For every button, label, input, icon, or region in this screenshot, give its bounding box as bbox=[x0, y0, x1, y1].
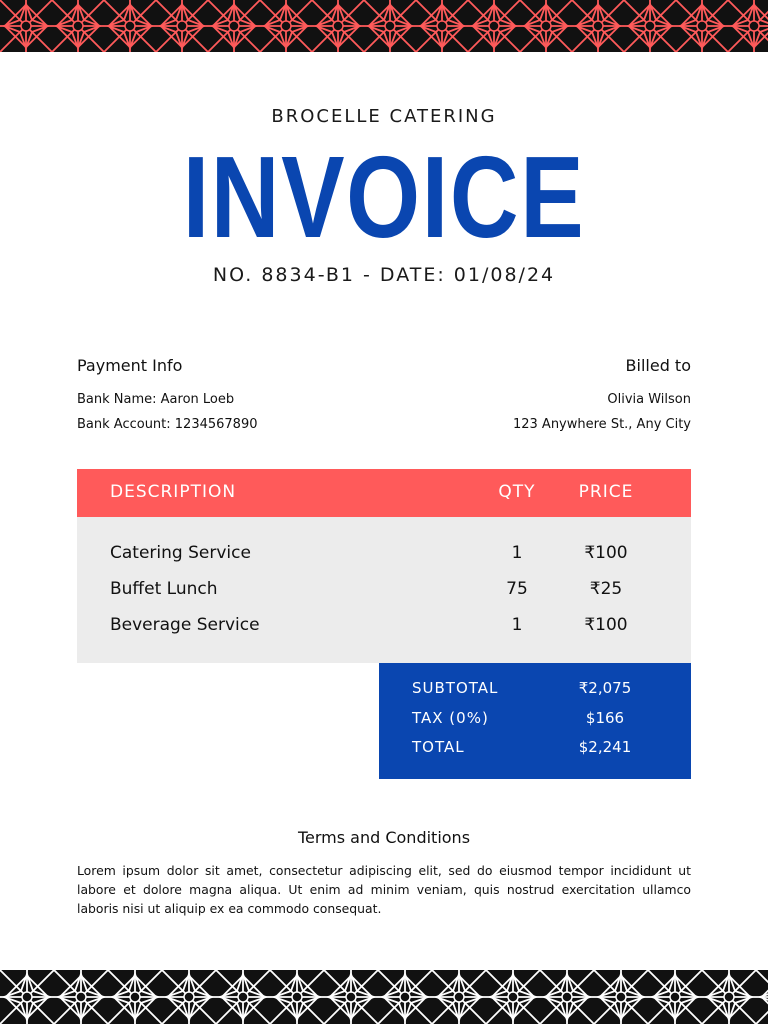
tax-label: TAX (0%) bbox=[412, 709, 489, 727]
header-qty: QTY bbox=[498, 482, 536, 502]
tax-row bbox=[379, 704, 691, 734]
totals-box bbox=[379, 663, 691, 779]
geometric-pattern-icon bbox=[0, 970, 768, 1024]
payment-info-heading: Payment Info bbox=[77, 356, 183, 375]
table-row bbox=[77, 571, 691, 607]
subtotal-value: ₹2,075 bbox=[578, 679, 632, 697]
bottom-pattern-band bbox=[0, 970, 768, 1024]
item-price: ₹25 bbox=[589, 579, 623, 599]
total-row bbox=[379, 733, 691, 763]
invoice-title: INVOICE bbox=[182, 132, 586, 262]
item-description: Catering Service bbox=[110, 543, 251, 563]
client-address: 123 Anywhere St., Any City bbox=[512, 417, 691, 432]
table-row bbox=[77, 607, 691, 643]
billed-to-heading: Billed to bbox=[625, 356, 691, 375]
billed-to bbox=[513, 356, 691, 437]
bank-account: Bank Account: 1234567890 bbox=[77, 417, 258, 432]
terms-heading: Terms and Conditions bbox=[297, 828, 471, 847]
table-header bbox=[77, 469, 691, 517]
invoice-number-date: NO. 8834-B1 - DATE: 01/08/24 bbox=[212, 264, 556, 286]
total-value: $2,241 bbox=[578, 738, 632, 756]
subtotal-row bbox=[379, 674, 691, 704]
items-table bbox=[77, 517, 691, 663]
tax-value: $166 bbox=[585, 709, 625, 727]
item-qty: 1 bbox=[511, 543, 523, 563]
geometric-pattern-icon bbox=[0, 0, 768, 52]
subtotal-label: SUBTOTAL bbox=[412, 679, 499, 697]
item-qty: 75 bbox=[506, 579, 528, 599]
total-label: TOTAL bbox=[412, 738, 465, 756]
payment-info bbox=[77, 356, 258, 437]
header-price: PRICE bbox=[578, 482, 634, 502]
header-description: DESCRIPTION bbox=[110, 482, 237, 502]
terms-body: Lorem ipsum dolor sit amet, consectetur adipiscing elit, sed do eiusmod tempor incididunt ut labore et dolore magna aliqua. Ut enim ad minim veniam, quis nostrud exercitation ullamco laboris nisi ut aliquip ex ea commodo consequat. bbox=[77, 863, 691, 916]
item-price: ₹100 bbox=[584, 615, 628, 635]
top-pattern-band bbox=[0, 0, 768, 52]
item-qty: 1 bbox=[511, 615, 523, 635]
item-description: Buffet Lunch bbox=[110, 579, 218, 599]
bank-name: Bank Name: Aaron Loeb bbox=[77, 392, 235, 407]
item-description: Beverage Service bbox=[110, 615, 260, 635]
company-name: BROCELLE CATERING bbox=[271, 106, 497, 127]
table-row bbox=[77, 535, 691, 571]
item-price: ₹100 bbox=[584, 543, 628, 563]
client-name: Olivia Wilson bbox=[607, 392, 691, 407]
